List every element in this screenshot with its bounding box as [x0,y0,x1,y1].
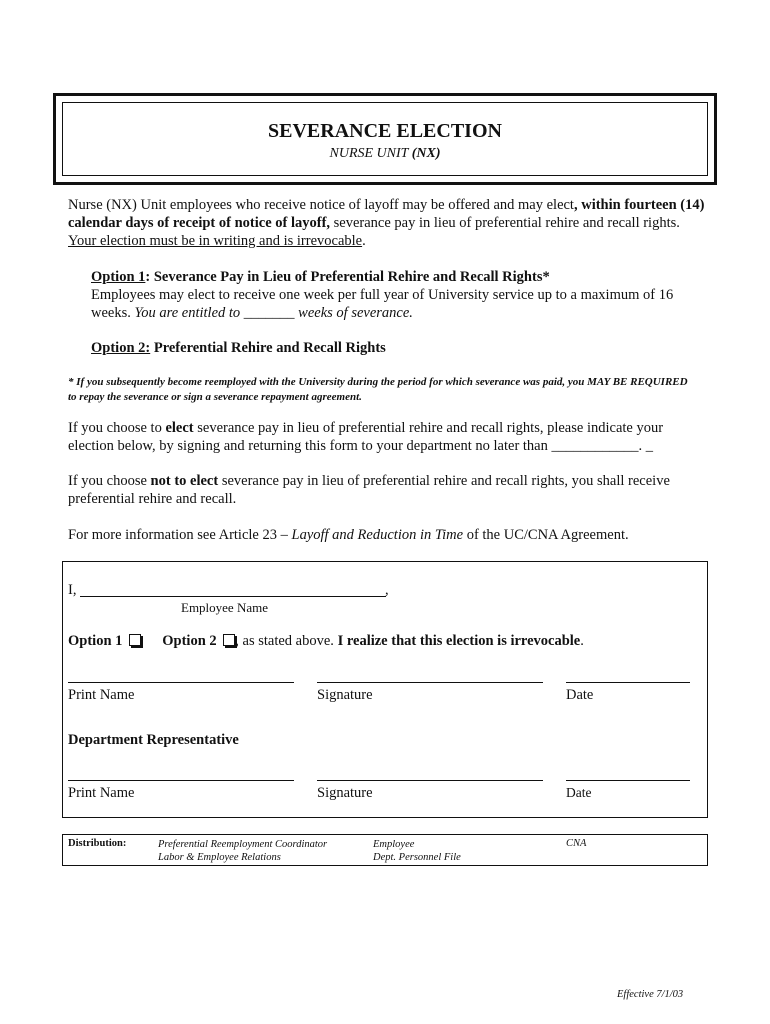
option1-heading [91,268,706,286]
stated-above-text: , as stated above. [235,633,338,649]
effective-date: Effective 7/1/03 [617,989,684,1000]
option2-checkbox[interactable] [223,634,235,646]
distribution-col2 [373,838,461,864]
not-elect-p2-rest: severance pay in lieu of preferential rehire and recall rights, you shall receive preferential rehire and recall. [68,473,670,507]
intro-part2: , within fourteen (14) calendar days of receipt of notice of layoff, [68,197,705,231]
distribution-label: Distribution: [68,838,127,849]
option2-heading [91,339,706,357]
elect-bold: elect [165,420,194,436]
irrevocable-period: . [580,633,584,649]
signature-line-1[interactable] [317,682,543,683]
more-info-rest: of the UC/CNA Agreement. [463,527,629,543]
option1-body [91,286,706,322]
distribution-labor-relations: Labor & Employee Relations [158,852,281,863]
distribution-coordinator: Preferential Reemployment Coordinator [158,839,328,850]
date-label-1: Date [566,687,594,703]
more-info-paragraph [68,526,708,544]
print-name-label-2: Print Name [68,785,135,801]
employee-name-label: Employee Name [181,600,268,615]
signature-line-2[interactable] [317,780,543,781]
title-box [53,93,717,185]
option2-label: Option 2: [91,340,151,356]
elect-p1-rest: severance pay in lieu of preferential rehire and recall rights, please indicate your election below, by signing and returning this form to your department no later than ____________. _ [68,420,664,454]
date-line-2[interactable] [566,780,690,781]
distribution-employee: Employee [373,839,415,850]
print-name-line-2[interactable] [68,780,294,781]
option2-choice-label: Option 2 [162,633,217,649]
distribution-col1 [158,838,327,864]
date-line-1[interactable] [566,682,690,683]
intro-paragraph [68,196,708,250]
irrevocable-text: I realize that this election is irrevocable [337,633,581,649]
elect-paragraph [68,419,708,455]
subtitle-text: NURSE UNIT [329,146,412,161]
print-name-label-1: Print Name [68,687,135,703]
option1-text: Employees may elect to receive one week per full year of University service up to a maximum of 16 weeks. [91,287,674,321]
option1-label: Option 1 [91,269,146,285]
not-elect-paragraph [68,472,708,508]
subtitle-bold: (NX) [411,146,441,161]
employee-i-suffix: , [385,582,389,598]
not-elect-p2: If you choose [68,473,151,489]
elect-p1: If you choose to [68,420,166,436]
intro-part5: . [362,233,366,249]
option2-heading-text: Preferential Rehire and Recall Rights [150,340,386,356]
option1-heading-text: : Severance Pay in Lieu of Preferential Rehire and Recall Rights* [145,269,550,285]
employee-i-prefix: I, [68,582,77,598]
signature-label-1: Signature [317,687,373,703]
distribution-cna: CNA [566,838,587,849]
footnote: * If you subsequently become reemployed with the University during the period for which severance was paid, you MAY BE REQUIRED to repay the severance or sign a severance repayment agreement. [68,376,688,403]
more-info-text: For more information see Article 23 – [68,527,292,543]
intro-part1: Nurse (NX) Unit employees who receive notice of layoff may be offered and may elect [68,197,574,213]
date-label-2: Date [566,785,592,800]
option1-choice-label: Option 1 [68,633,123,649]
not-elect-bold: not to elect [150,473,219,489]
form-subtitle [56,146,714,162]
distribution-box [62,834,708,866]
intro-irrevocable: Your election must be in writing and is irrevocable [68,233,363,249]
signature-label-2: Signature [317,785,373,801]
print-name-line-1[interactable] [68,682,294,683]
distribution-personnel-file: Dept. Personnel File [373,852,461,863]
option1-italic: You are entitled to _______ weeks of severance. [134,305,413,321]
option-select-row [68,632,708,650]
option1-checkbox[interactable] [129,634,141,646]
form-title: SEVERANCE ELECTION [268,120,502,142]
intro-part3: severance pay in lieu of preferential rehire and recall rights. [330,215,680,231]
more-info-italic: Layoff and Reduction in Time [291,527,464,543]
option1-section [91,268,706,322]
department-representative-heading: Department Representative [68,732,239,748]
employee-name-line[interactable] [80,596,386,597]
